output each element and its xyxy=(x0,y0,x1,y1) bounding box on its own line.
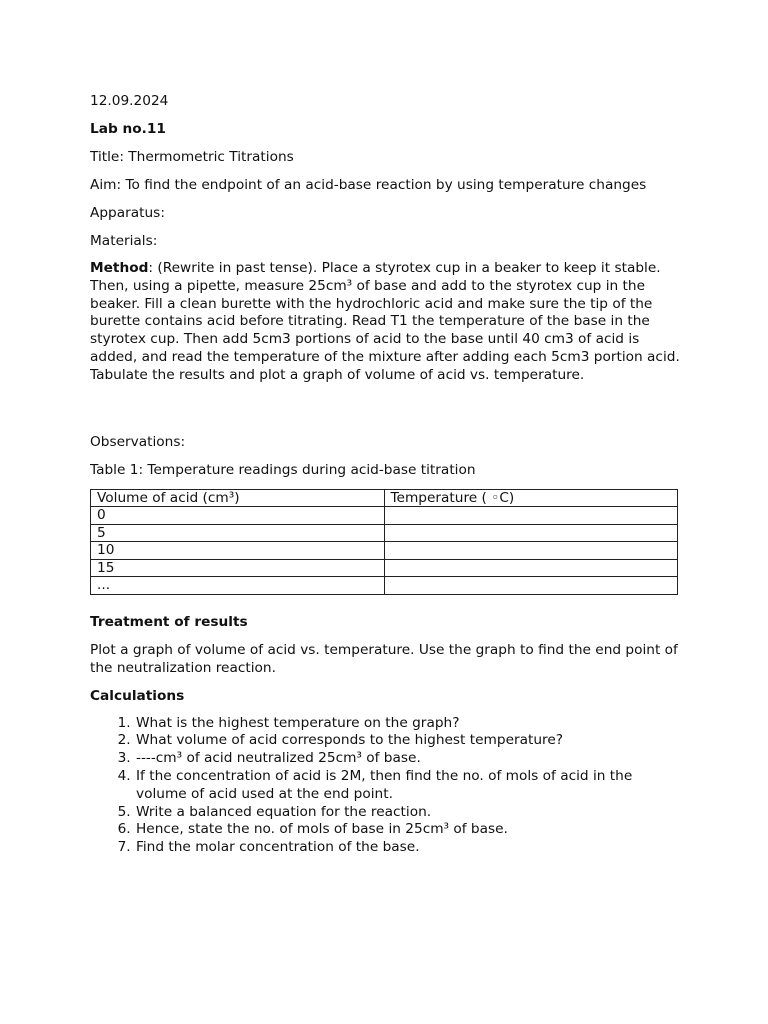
apparatus-label: Apparatus: xyxy=(90,205,165,221)
lab-title: Title: Thermometric Titrations xyxy=(90,149,294,165)
cell-volume: ... xyxy=(91,577,385,595)
method-paragraph xyxy=(90,260,680,385)
calculations-list xyxy=(90,715,680,857)
cell-temperature xyxy=(384,577,678,595)
list-item: 1. What is the highest temperature on the graph? xyxy=(135,715,680,733)
cell-temperature xyxy=(384,524,678,542)
observations-label: Observations: xyxy=(90,433,186,450)
table-row xyxy=(91,507,678,525)
table-row xyxy=(91,577,678,595)
table-row xyxy=(91,542,678,560)
document-page xyxy=(90,92,680,857)
treatment-heading: Treatment of results xyxy=(90,613,248,630)
list-item: 6. Hence, state the no. of mols of base in 25cm³ of base. xyxy=(135,821,680,839)
method-label: Method xyxy=(90,260,149,276)
treatment-text: Plot a graph of volume of acid vs. temperature. Use the graph to find the end point of the neutralization reaction. xyxy=(90,641,678,676)
table-caption: Table 1: Temperature readings during acid-base titration xyxy=(90,461,476,478)
cell-temperature xyxy=(384,507,678,525)
method-text: : (Rewrite in past tense). Place a styrotex cup in a beaker to keep it stable. Then, using a pipette, measure 25cm³ of base and add to the styrotex cup in the beaker. Fill a clean burette with the hydrochloric acid and make sure the tip of the burette contains acid before titrating. Read T1 the temperature of the base in the styrotex cup. Then add 5cm3 portions of acid to the base until 40 cm3 of acid is added, and read the temperature of the mixture after adding each 5cm3 portion acid. Tabulate the results and plot a graph of volume of acid vs. temperature. xyxy=(90,260,680,383)
table-header-row xyxy=(91,489,678,507)
cell-temperature xyxy=(384,542,678,560)
cell-volume: 15 xyxy=(91,559,385,577)
materials-label: Materials: xyxy=(90,233,158,249)
cell-volume: 0 xyxy=(91,507,385,525)
calculations-heading: Calculations xyxy=(90,687,185,704)
blank-space xyxy=(90,395,680,433)
list-item: 3. ----cm³ of acid neutralized 25cm³ of base. xyxy=(135,750,680,768)
table-row xyxy=(91,524,678,542)
cell-volume: 5 xyxy=(91,524,385,542)
cell-volume: 10 xyxy=(91,542,385,560)
list-item: 2. What volume of acid corresponds to the highest temperature? xyxy=(135,732,680,750)
cell-temperature xyxy=(384,559,678,577)
list-item: 4. If the concentration of acid is 2M, then find the no. of mols of acid in the volume of acid used at the end point. xyxy=(135,768,680,804)
header-temperature: Temperature ( ◦C) xyxy=(384,489,678,507)
lab-aim: Aim: To find the endpoint of an acid-base reaction by using temperature changes xyxy=(90,177,647,193)
lab-number: Lab no.11 xyxy=(90,121,166,137)
date: 12.09.2024 xyxy=(90,93,169,109)
table-row xyxy=(91,559,678,577)
list-item: 7. Find the molar concentration of the base. xyxy=(135,839,680,857)
header-volume: Volume of acid (cm³) xyxy=(91,489,385,507)
observations-table xyxy=(90,489,678,595)
list-item: 5. Write a balanced equation for the reaction. xyxy=(135,804,680,822)
